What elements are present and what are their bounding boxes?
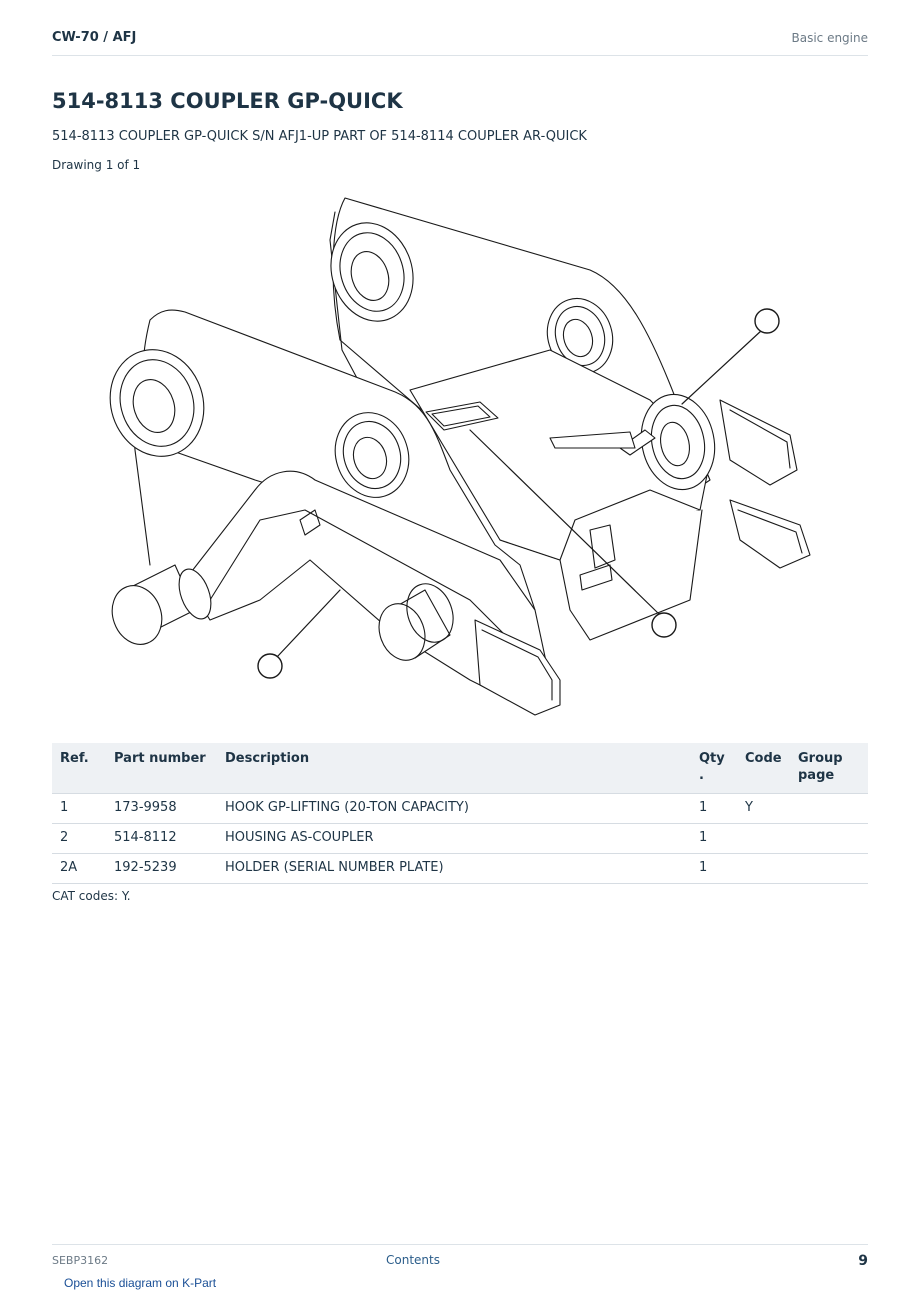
callout-circle-hook <box>755 309 779 333</box>
page-title: 514-8113 COUPLER GP-QUICK <box>52 89 403 113</box>
cell-ref: 2 <box>52 824 106 854</box>
page-number: 9 <box>858 1253 868 1269</box>
page-subtitle: 514-8113 COUPLER GP-QUICK S/N AFJ1-UP PART OF 514-8114 COUPLER AR-QUICK <box>52 129 587 144</box>
cell-ref: 1 <box>52 794 106 824</box>
doc-id: SEBP3162 <box>52 1254 109 1267</box>
page-header <box>52 28 868 56</box>
cell-description: HOOK GP-LIFTING (20-TON CAPACITY) <box>217 794 691 824</box>
cell-part-number: 514-8112 <box>106 824 217 854</box>
cell-qty: 1 <box>691 854 737 884</box>
claw-right-lower <box>730 500 810 568</box>
callout-leader-hook <box>682 330 762 404</box>
col-code: Code <box>737 743 790 794</box>
col-qty <box>691 743 737 794</box>
contents-link[interactable]: Contents <box>386 1253 440 1267</box>
parts-diagram <box>90 180 830 725</box>
callout-circle-holder <box>652 613 676 637</box>
cell-part-number: 173-9958 <box>106 794 217 824</box>
table-row <box>52 794 868 824</box>
page-footer <box>52 1244 868 1275</box>
col-qty-line1: Qty <box>699 751 725 766</box>
cell-ref: 2A <box>52 854 106 884</box>
drawing-count-label: Drawing 1 of 1 <box>52 158 141 172</box>
cell-code <box>737 824 790 854</box>
col-description: Description <box>217 743 691 794</box>
kpart-link[interactable]: Open this diagram on K-Part <box>64 1276 217 1290</box>
callout-leader-housing <box>277 590 340 657</box>
housing-slot <box>590 525 615 568</box>
cell-qty: 1 <box>691 794 737 824</box>
col-ref: Ref. <box>52 743 106 794</box>
cat-codes-note: CAT codes: Y. <box>52 889 131 903</box>
claw-right <box>720 400 797 485</box>
cell-group-page <box>790 854 868 884</box>
col-group-page <box>790 743 868 794</box>
col-qty-line2: . <box>699 768 704 783</box>
table-row <box>52 824 868 854</box>
col-part-number: Part number <box>106 743 217 794</box>
table-row <box>52 854 868 884</box>
model-label: CW-70 / AFJ <box>52 30 137 45</box>
cell-code: Y <box>737 794 790 824</box>
cell-description: HOLDER (SERIAL NUMBER PLATE) <box>217 854 691 884</box>
cell-part-number: 192-5239 <box>106 854 217 884</box>
col-group-line1: Group <box>798 751 843 766</box>
table-header-row <box>52 743 868 794</box>
cell-qty: 1 <box>691 824 737 854</box>
col-group-line2: page <box>798 768 835 783</box>
callout-circle-housing <box>258 654 282 678</box>
cell-description: HOUSING AS-COUPLER <box>217 824 691 854</box>
cell-code <box>737 854 790 884</box>
parts-table <box>52 743 868 884</box>
cell-group-page <box>790 794 868 824</box>
cell-group-page <box>790 824 868 854</box>
section-label: Basic engine <box>791 31 868 45</box>
